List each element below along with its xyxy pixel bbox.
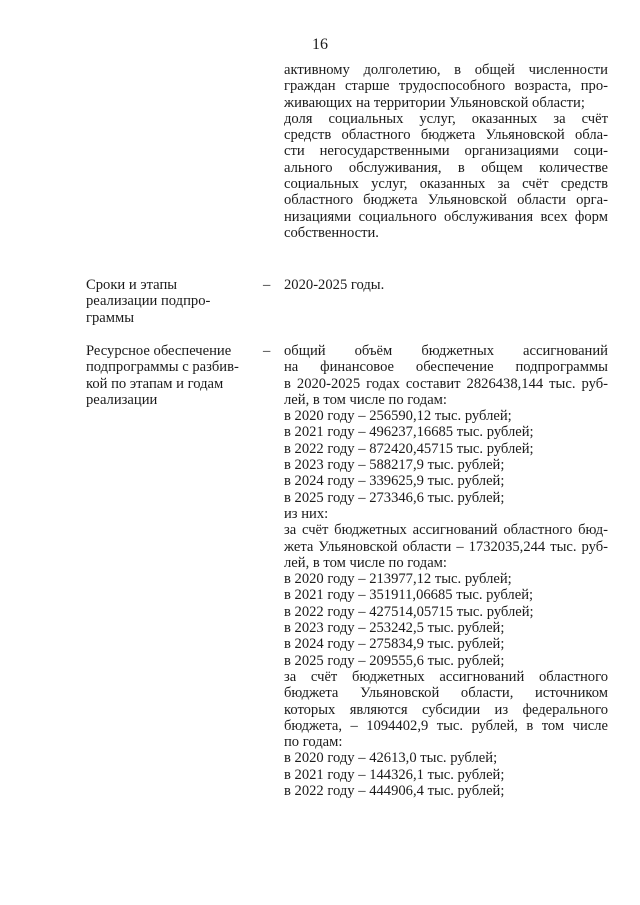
text-line: из них: [284,505,329,522]
text-line: в 2020 году – 42613,0 тыс. рублей; [284,750,498,767]
text-line: в 2025 году – 273346,6 тыс. рублей; [284,489,505,506]
text-line: бюджета Ульяновской области, источником [284,685,608,702]
text-line: в 2022 году – 427514,05715 тыс. рублей; [284,603,534,620]
text-line: на финансовое обеспечение подпрограммы [284,359,608,376]
text-line: лей, в том числе по годам: [284,554,447,571]
label-line: Ресурсное обеспечение [86,343,232,359]
text-line: за счёт бюджетных ассигнований областного [284,668,608,685]
text-line: в 2024 году – 339625,9 тыс. рублей; [284,473,505,490]
text-line: в 2022 году – 872420,45715 тыс. рублей; [284,440,534,457]
text-line: в 2023 году – 253242,5 тыс. рублей; [284,620,505,637]
text-line: бюджета, – 1094402,9 тыс. рублей, в том числе [284,717,608,734]
text-line: за счёт бюджетных ассигнований областного бюд- [284,522,608,539]
terms-value [284,277,608,293]
text-line: сти негосударственными организациями соци- [284,143,608,160]
label-line: Сроки и этапы [86,277,178,293]
terms-dash: – [263,277,271,293]
resources-label [86,343,258,408]
resources-dash: – [263,343,271,359]
label-line: кой по этапам и годам [86,375,224,392]
text-line: доля социальных услуг, оказанных за счёт [284,110,608,127]
text-line: низациями социального обслуживания всех форм [284,208,608,225]
terms-value-text: 2020-2025 годы. [284,277,385,293]
label-line: граммы [86,309,135,326]
text-line: в 2020 году – 213977,12 тыс. рублей; [284,571,512,588]
text-line: граждан старше трудоспособного возраста, про- [284,78,608,95]
text-line: жета Ульяновской области – 1732035,244 тыс. руб- [284,538,608,555]
text-line: областного бюджета Ульяновской области орга- [284,192,608,209]
text-line: лей, в том числе по годам: [284,391,447,408]
resources-value [284,343,608,799]
text-line: живающих на территории Ульяновской области; [284,94,585,111]
text-line: в 2022 году – 444906,4 тыс. рублей; [284,783,505,800]
text-line: общий объём бюджетных ассигнований [284,343,608,359]
text-line: в 2024 году – 275834,9 тыс. рублей; [284,636,505,653]
text-line: собственности. [284,224,379,241]
text-line: в 2021 году – 496237,16685 тыс. рублей; [284,424,534,441]
text-line: в 2020 году – 256590,12 тыс. рублей; [284,408,512,425]
label-line: подпрограммы с разбив- [86,359,239,376]
text-line: в 2023 году – 588217,9 тыс. рублей; [284,457,505,474]
continued-indicators-text [284,62,608,241]
terms-label [86,277,258,326]
text-line: активному долголетию, в общей численности [284,62,608,78]
text-line: средств областного бюджета Ульяновской обла- [284,127,608,144]
label-line: реализации [86,391,158,408]
text-line: в 2025 году – 209555,6 тыс. рублей; [284,652,505,669]
text-line: в 2021 году – 144326,1 тыс. рублей; [284,766,505,783]
text-line: социальных услуг, оказанных за счёт средств [284,176,608,193]
label-line: реализации подпро- [86,293,211,310]
text-line: по годам: [284,734,343,751]
page-number: 16 [312,36,328,53]
text-line: ального обслуживания, в общем количестве [284,159,608,176]
text-line: в 2020-2025 годах составит 2826438,144 тыс. руб- [284,375,608,392]
text-line: которых являются субсидии из федерального [284,701,608,718]
text-line: в 2021 году – 351911,06685 тыс. рублей; [284,587,534,604]
